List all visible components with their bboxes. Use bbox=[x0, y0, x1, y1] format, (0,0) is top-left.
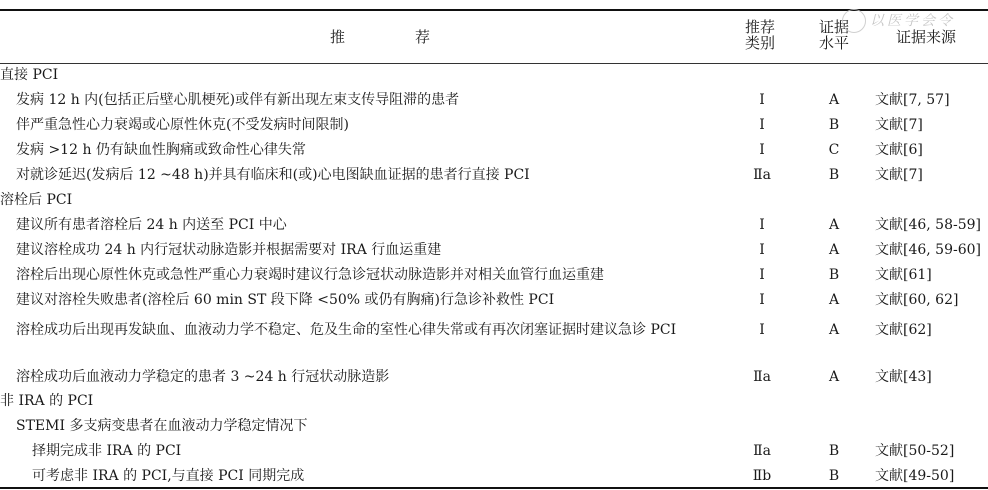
row-text: 建议溶栓成功 24 h 内行冠状动脉造影并根据需要对 IRA 行血运重建 bbox=[16, 242, 442, 258]
watermark-text: 以医学会令 bbox=[870, 13, 955, 29]
row-source: 文献[7] bbox=[875, 117, 923, 133]
row-class: Ⅱa bbox=[753, 443, 771, 459]
row-text: 建议对溶栓失败患者(溶栓后 60 min ST 段下降 <50% 或仍有胸痛)行急诊补救性 PCI bbox=[16, 292, 555, 308]
row-class: Ⅰ bbox=[759, 242, 765, 258]
row-class: Ⅰ bbox=[759, 92, 765, 108]
row-class: Ⅱa bbox=[753, 167, 771, 183]
row-text: 发病 >12 h 仍有缺血性胸痛或致命性心律失常 bbox=[16, 142, 306, 158]
row-source: 文献[46, 59-60] bbox=[875, 242, 981, 258]
header-class bbox=[730, 19, 790, 51]
header-level-line-2: 水平 bbox=[818, 34, 849, 52]
row-text: 伴严重急性心力衰竭或心原性休克(不受发病时间限制) bbox=[16, 117, 349, 133]
row-class: Ⅱb bbox=[752, 468, 772, 484]
header-class-line-2: 类别 bbox=[744, 34, 775, 52]
row-level: A bbox=[828, 292, 840, 308]
row-level: A bbox=[828, 242, 840, 258]
watermark-emblem-icon bbox=[842, 9, 866, 33]
header-class-line-1: 推荐 bbox=[744, 18, 775, 36]
header-source: 证据来源 bbox=[895, 28, 956, 46]
row-source: 文献[62] bbox=[875, 322, 932, 338]
row-text: 溶栓成功后血液动力学稳定的患者 3 ~24 h 行冠状动脉造影 bbox=[16, 369, 390, 385]
row-source: 文献[60, 62] bbox=[875, 292, 959, 308]
row-source: 文献[50-52] bbox=[875, 443, 955, 459]
row-text: 择期完成非 IRA 的 PCI bbox=[32, 443, 182, 459]
row-level: B bbox=[828, 468, 840, 484]
header-recommendation-char-1: 推 bbox=[329, 28, 345, 46]
row-source: 文献[46, 58-59] bbox=[875, 217, 981, 233]
header-divider-rule bbox=[0, 63, 988, 64]
header-level-line-1: 证据 bbox=[818, 18, 849, 36]
row-text: 建议所有患者溶栓后 24 h 内送至 PCI 中心 bbox=[16, 217, 287, 233]
row-level: B bbox=[828, 267, 840, 283]
row-level: B bbox=[828, 167, 840, 183]
row-class: Ⅰ bbox=[759, 142, 765, 158]
row-text: 发病 12 h 内(包括正后壁心肌梗死)或伴有新出现左束支传导阻滞的患者 bbox=[16, 92, 460, 108]
row-level: A bbox=[828, 322, 840, 338]
row-text: 直接 PCI bbox=[0, 67, 59, 83]
row-text: 非 IRA 的 PCI bbox=[0, 393, 94, 409]
row-class: Ⅰ bbox=[759, 292, 765, 308]
header-recommendation bbox=[300, 29, 460, 45]
row-level: C bbox=[828, 142, 840, 158]
row-level: A bbox=[828, 217, 840, 233]
row-source: 文献[7] bbox=[875, 167, 923, 183]
watermark-seal bbox=[834, 6, 984, 34]
row-class: Ⅰ bbox=[759, 267, 765, 283]
row-source: 文献[7, 57] bbox=[875, 92, 950, 108]
row-text: 溶栓后 PCI bbox=[0, 192, 73, 208]
row-source: 文献[49-50] bbox=[875, 468, 955, 484]
table-bottom-rule bbox=[0, 487, 988, 489]
row-level: A bbox=[828, 369, 840, 385]
row-source: 文献[6] bbox=[875, 142, 923, 158]
header-recommendation-char-2: 荐 bbox=[415, 28, 431, 46]
row-class: Ⅱa bbox=[753, 369, 771, 385]
row-class: Ⅰ bbox=[759, 117, 765, 133]
row-class: Ⅰ bbox=[759, 322, 765, 338]
row-source: 文献[43] bbox=[875, 369, 932, 385]
row-class: Ⅰ bbox=[759, 217, 765, 233]
row-source: 文献[61] bbox=[875, 267, 932, 283]
row-level: A bbox=[828, 92, 840, 108]
row-level: B bbox=[828, 117, 840, 133]
row-text: 对就诊延迟(发病后 12 ~48 h)并具有临床和(或)心电图缺血证据的患者行直接 PCI bbox=[16, 167, 530, 183]
row-level: B bbox=[828, 443, 840, 459]
row-text: 溶栓后出现心原性休克或急性严重心力衰竭时建议行急诊冠状动脉造影并对相关血管行血运重建 bbox=[16, 267, 604, 283]
row-text: 溶栓成功后出现再发缺血、血液动力学不稳定、危及生命的室性心律失常或有再次闭塞证据时建议急诊 PCI bbox=[16, 322, 677, 338]
row-text: STEMI 多支病变患者在血液动力学稳定情况下 bbox=[16, 418, 308, 434]
row-text: 可考虑非 IRA 的 PCI,与直接 PCI 同期完成 bbox=[32, 468, 305, 484]
